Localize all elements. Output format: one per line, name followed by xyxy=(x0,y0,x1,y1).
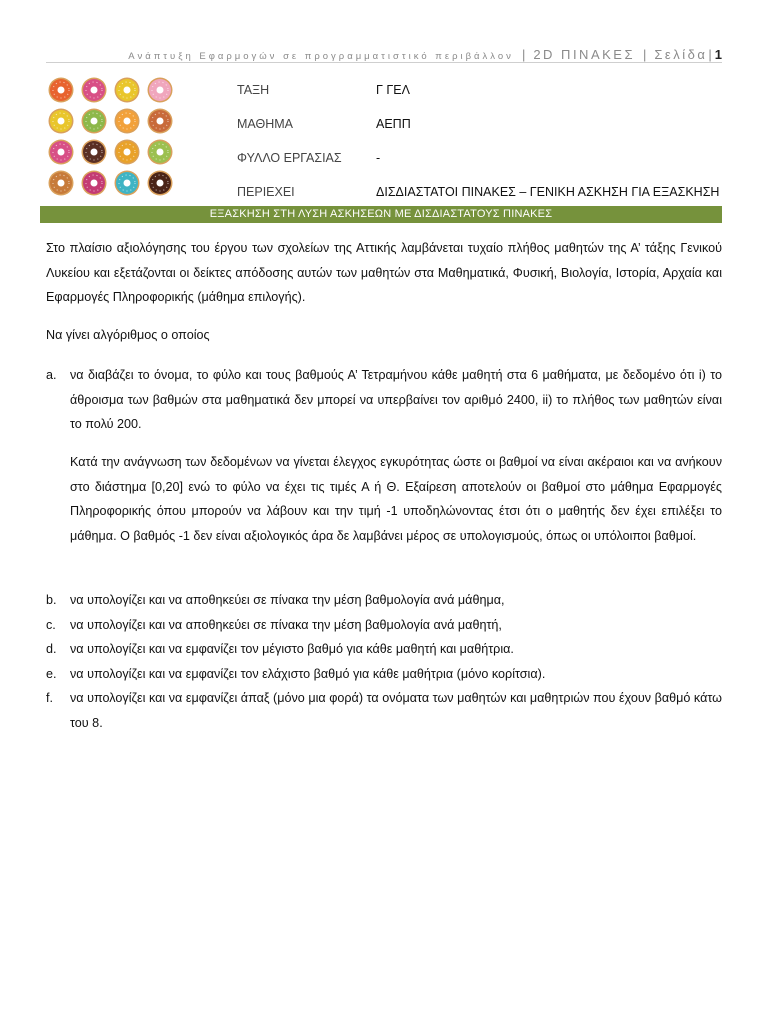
donut-icon xyxy=(77,167,110,198)
item-text: να υπολογίζει και να αποθηκεύει σε πίνακα την μέση βαθμολογία ανά μαθητή, xyxy=(70,617,502,632)
task-list-a xyxy=(46,363,722,437)
item-text: να υπολογίζει και να εμφανίζει τον ελάχιστο βαθμό για κάθε μαθήτρια (μόνο κορίτσια). xyxy=(70,666,546,681)
info-label: ΜΑΘΗΜΑ xyxy=(237,117,293,131)
item-letter: f. xyxy=(46,691,53,705)
item-letter: b. xyxy=(46,593,57,607)
donut-icon xyxy=(143,136,176,167)
donut-icon xyxy=(77,136,110,167)
item-a-note: Κατά την ανάγνωση των δεδομένων να γίνεται έλεγχος εγκυρότητας ώστε οι βαθμοί να είναι ακέραιοι και να ανήκουν στο διάστημα [0,20] ενώ το φύλο να έχει τις τιμές Α ή Θ. Εξαίρεση αποτελούν οι βαθμοί στο μάθημα Εφαρμογές Πληροφορικής όπου μπορούν να λάβουν και την τιμή -1 υποδηλώνοντας έτσι ότι ο μαθητής δεν έχει επιλέξει το μάθημα. Ο βαθμός -1 δεν είναι αξιολογικός άρα δε λαμβάνει μέρος σε υπολογισμούς, όπως οι υπόλοιποι βαθμοί. xyxy=(70,455,722,543)
item-letter: d. xyxy=(46,642,57,656)
list-item xyxy=(46,588,722,613)
donut-icon xyxy=(44,167,77,198)
info-label: ΦΥΛΛΟ ΕΡΓΑΣΙΑΣ xyxy=(237,151,342,165)
list-item xyxy=(46,686,722,735)
info-value: - xyxy=(376,151,381,165)
header-topic: 2D ΠΙΝΑΚΕΣ xyxy=(533,47,635,62)
donut-icon xyxy=(143,105,176,136)
item-letter: a. xyxy=(46,368,57,382)
header-separator: | xyxy=(708,47,712,62)
donut-icon xyxy=(44,136,77,167)
header-page-label: Σελίδα xyxy=(654,47,708,62)
donut-icon xyxy=(77,74,110,105)
item-text: να υπολογίζει και να αποθηκεύει σε πίνακα την μέση βαθμολογία ανά μάθημα, xyxy=(70,593,505,607)
donut-icon xyxy=(110,136,143,167)
info-value: ΑΕΠΠ xyxy=(376,117,411,131)
header-page-number: 1 xyxy=(714,47,722,62)
item-text: να διαβάζει το όνομα, το φύλο και τους βαθμούς Α’ Τετραμήνου κάθε μαθητή στα 6 μαθήματα, με δεδομένο ότι i) το άθροισμα των βαθμών στα μαθηματικά δεν μπορεί να υπερβαίνει τον αριθμό 2400, ii) το πλήθος των μαθητών είναι το πολύ 200. xyxy=(70,368,722,431)
task-intro: Να γίνει αλγόριθμος ο οποίος xyxy=(46,328,210,342)
item-letter: c. xyxy=(46,617,56,632)
donut-icon xyxy=(77,105,110,136)
donut-icon xyxy=(110,74,143,105)
list-item xyxy=(46,637,722,662)
page-header xyxy=(46,42,722,63)
info-row-class xyxy=(237,73,719,107)
info-row-worksheet xyxy=(237,141,719,175)
header-separator: | xyxy=(643,47,647,62)
info-value: Γ ΓΕΛ xyxy=(376,83,410,97)
header-course-title: Ανάπτυξη Εφαρμογών σε προγραμματιστικό περιβάλλον xyxy=(128,51,514,62)
info-row-contents xyxy=(237,175,719,209)
info-table xyxy=(237,73,719,209)
header-separator: | xyxy=(521,47,526,62)
item-text: να υπολογίζει και να εμφανίζει τον μέγιστο βαθμό για κάθε μαθητή και μαθήτρια. xyxy=(70,642,514,656)
list-item xyxy=(46,613,722,638)
donut-icon xyxy=(44,74,77,105)
list-item xyxy=(46,363,722,437)
donut-icon xyxy=(143,74,176,105)
section-banner: ΕΞΑΣΚΗΣΗ ΣΤΗ ΛΥΣΗ ΑΣΚΗΣΕΩΝ ΜΕ ΔΙΣΔΙΑΣΤΑΤΟΥΣ ΠΙΝΑΚΕΣ xyxy=(40,206,722,223)
info-row-course xyxy=(237,107,719,141)
info-value: ΔΙΣΔΙΑΣΤΑΤΟΙ ΠΙΝΑΚΕΣ – ΓΕΝΙΚΗ ΑΣΚΗΣΗ ΓΙΑ ΕΞΑΣΚΗΣΗ xyxy=(376,185,720,199)
list-item xyxy=(46,662,722,687)
donut-icon xyxy=(143,167,176,198)
info-label: ΠΕΡΙΕΧΕΙ xyxy=(237,185,295,199)
donut-icon xyxy=(44,105,77,136)
donut-icon xyxy=(110,167,143,198)
item-text: να υπολογίζει και να εμφανίζει άπαξ (μόνο μια φορά) τα ονόματα των μαθητών και μαθητριών που έχουν βαθμό κάτω του 8. xyxy=(70,691,722,730)
donuts-image xyxy=(44,74,176,198)
donut-icon xyxy=(110,105,143,136)
item-letter: e. xyxy=(46,666,57,681)
intro-paragraph: Στο πλαίσιο αξιολόγησης του έργου των σχολείων της Αττικής λαμβάνεται τυχαίο πλήθος μαθητών της Α’ τάξης Γενικού Λυκείου και εξετάζονται οι δείκτες απόδοσης αυτών των μαθητών στα Μαθηματικά, Φυσική, Βιολογία, Ιστορία, Αρχαία και Εφαρμογές Πληροφορικής (μάθημα επιλογής). xyxy=(46,241,722,304)
info-label: ΤΑΞΗ xyxy=(237,83,270,97)
task-list-rest xyxy=(46,588,722,735)
